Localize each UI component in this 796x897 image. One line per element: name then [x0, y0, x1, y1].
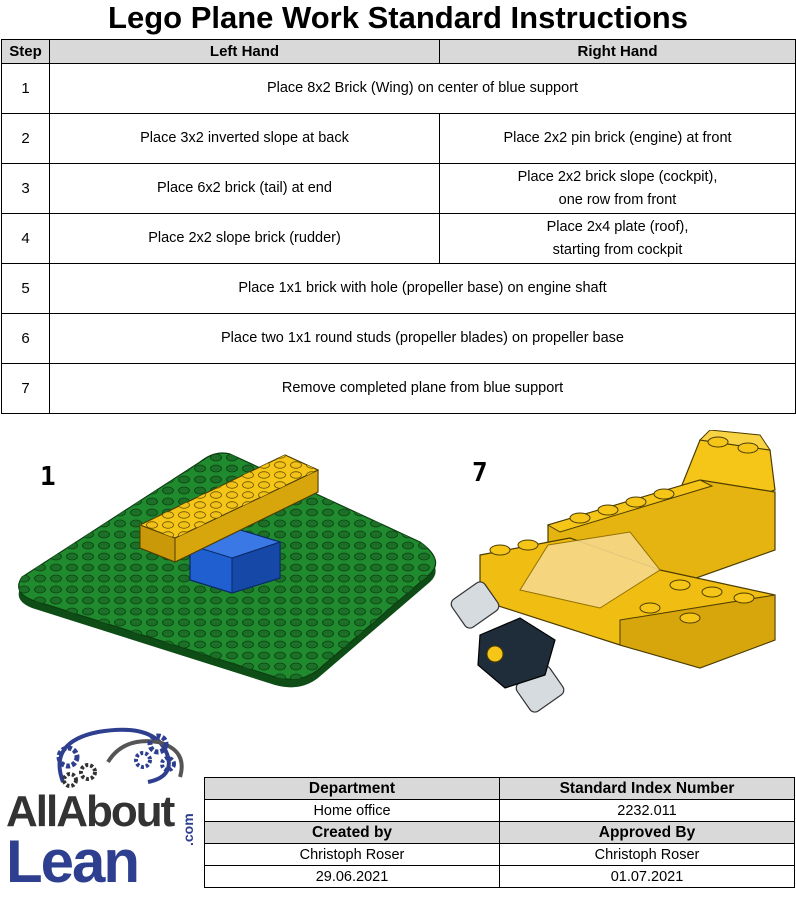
- table-row: [2, 114, 796, 164]
- header-step: Step: [2, 40, 50, 64]
- meta-header-row: [205, 778, 795, 800]
- step-instruction: Place 1x1 brick with hole (propeller base) on engine shaft: [50, 264, 796, 314]
- step-number: 2: [2, 114, 50, 164]
- meta-row: [205, 866, 795, 888]
- standard-index-label: Standard Index Number: [500, 778, 795, 800]
- step-7-completed-plane-image: [449, 430, 775, 714]
- right-hand-instruction: Place 2x2 pin brick (engine) at front: [440, 114, 796, 164]
- table-row: [2, 314, 796, 364]
- gears-speech-bubble-icon: [8, 722, 198, 792]
- department-value: Home office: [205, 800, 500, 822]
- right-hand-line-1: Place 2x2 brick slope (cockpit),: [517, 168, 718, 185]
- created-date-value: 29.06.2021: [205, 866, 500, 888]
- instructions-table: [1, 39, 796, 414]
- created-by-label: Created by: [205, 822, 500, 844]
- step-instruction: Place two 1x1 round studs (propeller blades) on propeller base: [50, 314, 796, 364]
- step-number: 3: [2, 164, 50, 214]
- right-hand-line-1: Place 2x4 plate (roof),: [546, 218, 689, 235]
- figure-label-step-7: 7: [472, 458, 488, 488]
- right-hand-line-2: starting from cockpit: [552, 241, 683, 258]
- table-header-row: [2, 40, 796, 64]
- meta-row: [205, 800, 795, 822]
- step-number: 1: [2, 64, 50, 114]
- table-row: [2, 164, 796, 214]
- table-row: [2, 264, 796, 314]
- department-label: Department: [205, 778, 500, 800]
- logo-text-lean: Lean: [6, 828, 139, 895]
- step-instruction: Remove completed plane from blue support: [50, 364, 796, 414]
- table-row: [2, 214, 796, 264]
- table-row: [2, 64, 796, 114]
- left-hand-instruction: Place 2x2 slope brick (rudder): [50, 214, 440, 264]
- illustration-area: [0, 430, 796, 730]
- approved-by-value: Christoph Roser: [500, 844, 795, 866]
- logo-text-com: .com: [180, 813, 196, 846]
- step-number: 5: [2, 264, 50, 314]
- created-by-value: Christoph Roser: [205, 844, 500, 866]
- step-number: 4: [2, 214, 50, 264]
- standard-index-value: 2232.011: [500, 800, 795, 822]
- approved-by-label: Approved By: [500, 822, 795, 844]
- header-left-hand: Left Hand: [50, 40, 440, 64]
- step-1-assembly-image: [0, 430, 796, 730]
- left-hand-instruction: Place 6x2 brick (tail) at end: [50, 164, 440, 214]
- step-instruction: Place 8x2 Brick (Wing) on center of blue support: [50, 64, 796, 114]
- right-hand-instruction: [440, 214, 796, 264]
- right-hand-instruction: [440, 164, 796, 214]
- page-title: Lego Plane Work Standard Instructions: [108, 0, 688, 35]
- document-metadata-table: [204, 777, 795, 888]
- step-number: 6: [2, 314, 50, 364]
- right-hand-line-2: one row from front: [558, 191, 677, 208]
- meta-row: [205, 844, 795, 866]
- meta-header-row: [205, 822, 795, 844]
- header-right-hand: Right Hand: [440, 40, 796, 64]
- logo-text-allabout: AllAbout: [6, 787, 174, 836]
- figure-label-step-1: 1: [40, 462, 56, 492]
- table-row: [2, 364, 796, 414]
- step-number: 7: [2, 364, 50, 414]
- left-hand-instruction: Place 3x2 inverted slope at back: [50, 114, 440, 164]
- approved-date-value: 01.07.2021: [500, 866, 795, 888]
